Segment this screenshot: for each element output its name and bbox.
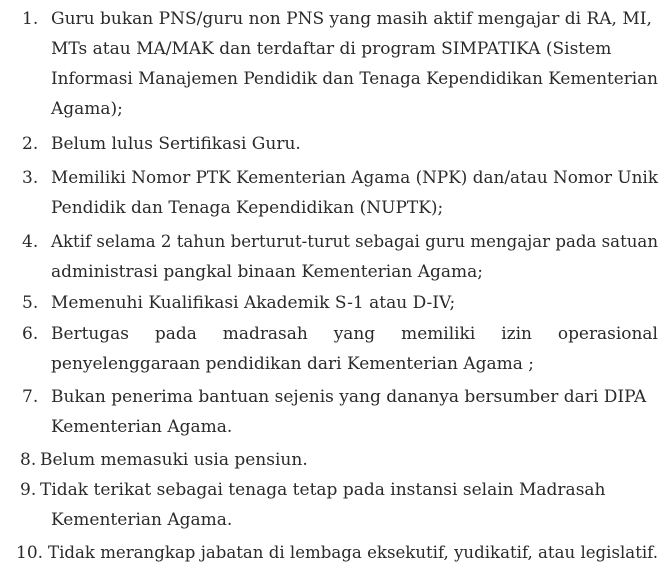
list-text-line: Kementerian Agama. [51,510,233,530]
list-text-line: Memenuhi Kualifikasi Akademik S-1 atau D-IV; [51,293,456,313]
list-item-1 [22,4,658,124]
list-text-line-justified [51,319,658,349]
list-item-10 [16,538,656,568]
list-item-3 [22,163,659,223]
list-number: 10. [16,543,44,563]
list-text-line: MTs atau MA/MAK dan terdaftar di program SIMPATIKA (Sistem [51,39,612,59]
word: izin [501,324,532,344]
list-item-8 [20,445,640,475]
list-number: 1. [22,9,39,29]
list-text-line: Informasi Manajemen Pendidik dan Tenaga Kependidikan Kementerian [51,69,658,89]
list-text-line: Aktif selama 2 tahun berturut-turut sebagai guru mengajar pada satuan [51,232,659,252]
list-text-line: Agama); [51,99,123,119]
word: memiliki [401,324,476,344]
list-number: 3. [22,168,39,188]
list-item-6 [22,319,658,379]
word: operasional [557,324,658,344]
list-item-9 [20,475,640,535]
list-item-5 [22,288,642,318]
list-number: 8. [20,450,37,470]
list-text-line: Tidak merangkap jabatan di lembaga eksekutif, yudikatif, atau legislatif. [48,543,658,563]
word: yang [333,324,376,344]
list-text-line: Pendidik dan Tenaga Kependidikan (NUPTK); [51,198,444,218]
word: pada [154,324,197,344]
list-text-line: Bukan penerima bantuan sejenis yang dananya bersumber dari DIPA [51,387,647,407]
list-text-line: Belum memasuki usia pensiun. [40,450,308,470]
list-number: 6. [22,324,39,344]
list-item-2 [22,129,642,159]
list-text-line: Kementerian Agama. [51,417,233,437]
list-text-line: Tidak terikat sebagai tenaga tetap pada instansi selain Madrasah [40,480,606,500]
list-item-4 [22,227,659,287]
word: madrasah [222,324,308,344]
list-text-line: Belum lulus Sertifikasi Guru. [51,134,301,154]
list-number: 5. [22,293,39,313]
list-text-line: penyelenggaraan pendidikan dari Kementerian Agama ; [51,354,535,374]
list-text-line: Memiliki Nomor PTK Kementerian Agama (NPK) dan/atau Nomor Unik [51,168,659,188]
list-item-7 [22,382,647,442]
word: Bertugas [51,324,129,344]
list-text-line: administrasi pangkal binaan Kementerian Agama; [51,262,484,282]
list-number: 7. [22,387,39,407]
list-number: 4. [22,232,39,252]
list-text-line: Guru bukan PNS/guru non PNS yang masih aktif mengajar di RA, MI, [51,9,652,29]
list-number: 2. [22,134,39,154]
list-number: 9. [20,480,37,500]
